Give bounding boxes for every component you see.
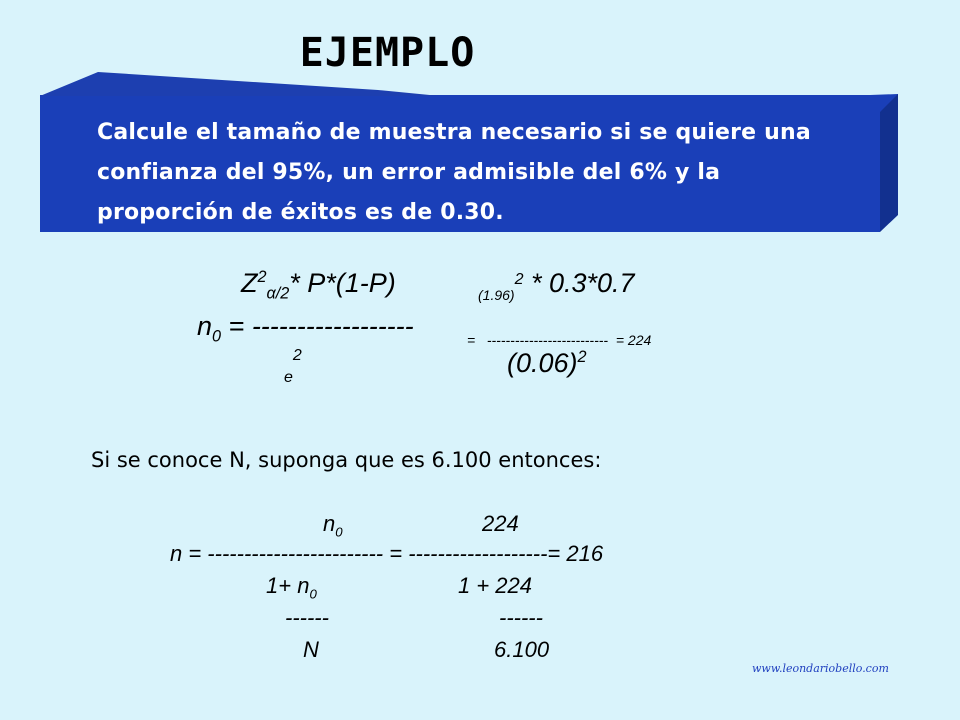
n0-symbol: n [323,511,336,536]
equals-sign: = [467,332,476,348]
z-symbol: Z [241,268,258,298]
z-value: (1.96) [478,287,515,303]
formula1-denominator-values [507,348,587,379]
formula1-numerator-values [478,268,635,303]
page-title: EJEMPLO [299,30,476,76]
formula2-N-symbol: N [303,637,319,662]
result-224: = 224 [615,332,652,348]
website-link[interactable]: www.leondariobello.com [752,662,889,675]
formula2-numerator-right: 224 [482,511,519,536]
formula2-numerator-left [323,511,343,540]
e-symbol: e [284,369,293,386]
z-value-exponent: 2 [514,271,524,288]
formula2-N-value: 6.100 [494,637,550,662]
e-exponent: 2 [292,347,302,364]
formula2-denominator-left [266,573,317,602]
formula2-denominator-right: 1 + 224 [458,573,533,598]
n-subscript: 0 [212,327,222,346]
formula2-subfraction-bar-right: ------ [499,605,543,630]
alpha-subscript: α/2 [266,284,290,303]
formula1-lhs [197,311,414,346]
n0-subscript-den: 0 [309,586,317,602]
formula1-result-line [467,332,651,348]
fraction-bar: = ------------------ [221,311,414,341]
formula1-denominator [284,345,302,386]
population-note: Si se conoce N, suponga que es 6.100 entonces: [91,448,602,472]
error-exponent: 2 [577,348,587,366]
numerator-values: * 0.3*0.7 [523,268,635,298]
fraction-bar-2: -------------------------- [486,332,609,348]
z-exponent: 2 [257,268,267,286]
one-plus-n0: 1+ n [266,573,310,598]
numerator-rest: * P*(1-P) [289,268,396,298]
formula1-numerator [241,268,396,303]
error-value: (0.06) [507,348,578,378]
n-symbol: n [197,311,213,341]
formula2-subfraction-bar-left: ------ [285,605,329,630]
problem-statement: Calcule el tamaño de muestra necesario si se quiere una confianza del 95%, un error admisible del 6% y la proporción de éxitos es de 0.30. [97,120,811,225]
formula2-main-line: n = ------------------------ = -------------------= 216 [170,541,604,566]
n0-subscript: 0 [335,524,343,540]
